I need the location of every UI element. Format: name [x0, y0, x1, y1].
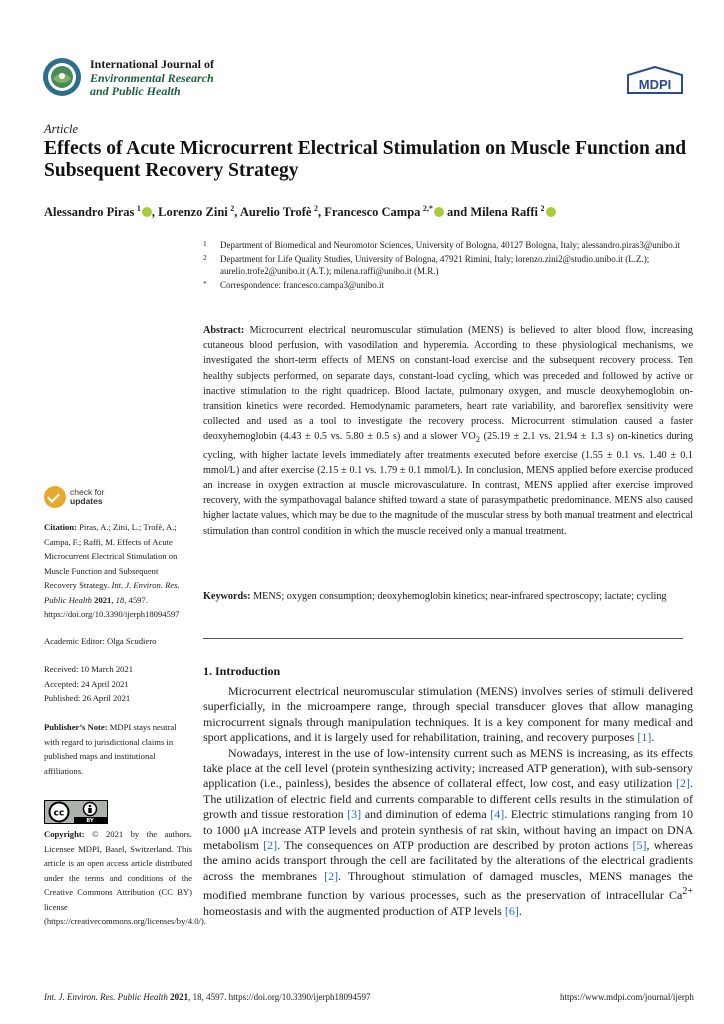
abstract-label: Abstract:: [203, 325, 245, 336]
paragraph-text: . Throughout stimulation of damaged muscles, MENS manages the modified membrane function by various processes, such as the preservation of intracellular Ca: [203, 868, 693, 903]
journal-name-line2: Environmental Research: [90, 70, 214, 85]
citation-link[interactable]: [2]: [263, 838, 278, 853]
abstract: [203, 323, 693, 539]
citation-text: Piras, A.; Zini, L.; Trofè, A.; Campa, F.; Raffi, M. Effects of Acute Microcurrent Electrical Stimulation on Muscle Function and Subsequent Recovery Strategy.: [44, 522, 178, 590]
affiliation: [203, 253, 693, 277]
author-name: Lorenzo Zini: [158, 205, 228, 220]
date-received: Received: 10 March 2021: [44, 664, 134, 674]
citation-label: Citation:: [44, 522, 77, 532]
author-name: Milena Raffi: [470, 205, 539, 220]
affiliation: [203, 239, 693, 251]
citation-link[interactable]: [1]: [637, 730, 652, 745]
copyright-label: Copyright:: [44, 829, 85, 839]
orcid-icon[interactable]: [434, 207, 444, 217]
author-affil: 1: [136, 204, 141, 213]
citation-journal: Int. J. Environ. Res. Public Health: [44, 580, 180, 605]
author-affil: 2: [230, 204, 235, 213]
abstract-subscript: 2: [475, 434, 480, 445]
affiliation-text: Department of Biomedical and Neuromotor Sciences, University of Bologna, 40127 Bologna, Italy; alessandro.piras3@unibo.it: [220, 240, 680, 250]
date-published: Published: 26 April 2021: [44, 693, 131, 703]
citation-link[interactable]: [5]: [632, 838, 647, 853]
citation: Citation: Piras, A.; Zini, L.; Trofè, A.; Campa, F.; Raffi, M. Effects of Acute Microcurrent Electrical Stimulation on Muscle Function and Subsequent Recovery Strategy. Int. J. Environ. Res. Public Health 2021, 18, 4597. https://doi.org/10.3390/ijerph18094597: [44, 522, 180, 619]
introduction-body: [203, 684, 693, 919]
journal-name: [90, 58, 214, 99]
keywords-label: Keywords:: [203, 591, 251, 602]
section-heading-introduction: 1. Introduction: [203, 664, 281, 678]
footer-journal: Int. J. Environ. Res. Public Health: [44, 992, 168, 1002]
author-name: Francesco Campa: [324, 205, 421, 220]
footer-citation: [44, 992, 370, 1002]
paragraph-text: Microcurrent electrical neuromuscular stimulation (MENS) involves series of stimuli delivered superficially, in the microampere range, through special transducer gloves that allow managing microcurrent signals through manipulation techniques. It is a key component for many medical and sport applications, and it is largely used for rehabilitation, training, and recovery purposes: [203, 684, 693, 745]
article-title: Effects of Acute Microcurrent Electrical Stimulation on Muscle Function and Subsequent Recovery Strategy: [44, 138, 687, 181]
keywords-text: MENS; oxygen consumption; deoxyhemoglobin kinetics; near-infrared spectroscopy; lactate; cycling: [253, 591, 667, 602]
journal-logo-icon: [42, 57, 82, 97]
paragraph-text: .: [651, 730, 655, 745]
check-updates-label: check for: [70, 487, 105, 497]
paragraph-text: . The utilization of electric field and currents comparable to different cells results in the stimulation of growth and tissue restoration: [203, 776, 693, 822]
date-accepted: Accepted: 24 April 2021: [44, 678, 129, 689]
orcid-icon[interactable]: [546, 207, 556, 217]
journal-name-line3: and Public Health: [90, 84, 181, 98]
cc-by-license-icon[interactable]: [44, 800, 108, 824]
orcid-icon[interactable]: [142, 207, 152, 217]
citation-link[interactable]: [3]: [347, 807, 362, 822]
check-updates-icon: [44, 486, 66, 508]
article-type: Article: [44, 122, 79, 136]
affiliations: [203, 239, 693, 293]
citation-link[interactable]: [2]: [676, 776, 690, 791]
footer-journal-url[interactable]: https://www.mdpi.com/journal/ijerph: [560, 992, 694, 1002]
affiliation-mark: 2: [203, 253, 207, 262]
copyright-text: © 2021 by the authors. Licensee MDPI, Basel, Switzerland. This article is an open access article distributed under the terms and conditions of the Creative Commons Attribution (CC BY) license (https://creativecommons.org/licenses/by/4.0/).: [44, 829, 206, 926]
cc-by-text: BY: [86, 818, 94, 824]
affiliation-mark: 1: [203, 239, 207, 248]
paragraph-text: and diminution of edema: [361, 807, 491, 822]
publisher-note: [44, 720, 192, 778]
correspondence: [203, 279, 693, 291]
check-updates-label-bold: updates: [70, 496, 103, 506]
citation-link[interactable]: [4]: [490, 807, 505, 822]
mdpi-logo-text: MDPI: [638, 77, 672, 92]
affiliation-text: Correspondence: francesco.campa3@unibo.it: [220, 280, 384, 290]
author-list: Alessandro Piras $^1$ , Lorenzo Zini $^2$, Aurelio Trofè $^2$, Francesco Campa $^{2,*}$ and Milena Raffi $^2$: [44, 204, 556, 220]
mdpi-logo-icon: [626, 66, 684, 94]
check-for-updates-button[interactable]: [44, 486, 154, 512]
author-and: and: [447, 205, 468, 220]
publisher-note-label: Publisher’s Note:: [44, 722, 108, 732]
author-affil: 2,*: [422, 204, 433, 213]
cc-badge-text: cc: [53, 808, 65, 819]
section-divider: [203, 638, 683, 639]
publication-dates: [44, 662, 192, 706]
citation-link[interactable]: [2]: [324, 868, 339, 883]
affiliation-text: Department for Life Quality Studies, University of Bologna, 47921 Rimini, Italy; lorenzo.zini2@studio.unibo.it (L.Z.); aurelio.trofe2@unibo.it (A.T.); milena.raffi@unibo.it (M.R.): [220, 254, 650, 276]
abstract-text-cont: (25.19 ± 2.1 vs. 21.94 ± 1.3 s) on-kinetics during cycling, with higher lactate levels immediately after treatments executed before exercise (1.55 ± 0.1 vs. 1.40 ± 0.1 mmol/L) and after exercise (2.15 ± 0.1 vs. 1.79 ± 0.1 mmol/L). In conclusion, MENS applied before exercise produced an increase in oxygen extraction at muscle microvasculature. In contrast, MENS applied after exercise improved recovery, with the sympathovagal balance shifted toward a state of parasympathetic predominance. MENS also caused higher lactate values, which may be due to the magnitude of the muscular stress by both manual treatment and electrical stimulation than control condition in which the muscle received only a manual treatment.: [203, 431, 693, 537]
paragraph-text: Nowadays, interest in the use of low-intensity current such as MENS is increasing, as its effects take place at the cell level (protein synthesizing activity; increased ATP generation), with sub-sensory application (i.e., painless), besides the absence of collateral effect, low cost, and easy utilization: [203, 745, 693, 791]
paragraph-text: . Electric stimulations ranging from 10 to 1000 μA increase ATP levels and protein synthesis of rat skin, without having an impact on DNA metabolism: [203, 807, 693, 853]
academic-editor: Academic Editor: Olga Scudiero: [44, 636, 157, 646]
paragraph-text: .: [518, 903, 522, 918]
paragraph-text: , whereas the amino acids transport through the cell are facilitated by the alterations of the electrical gradients across the membranes: [203, 838, 693, 883]
paragraph-text: . The consequences on ATP production are described by proton actions: [277, 838, 633, 853]
citation-year: 2021: [94, 594, 112, 605]
citation-volume: 18: [115, 594, 125, 605]
author-affil: 2: [540, 204, 545, 213]
citation-link[interactable]: [6]: [504, 903, 519, 918]
superscript: 2+: [682, 886, 693, 898]
keywords: [203, 589, 693, 604]
paragraph: [203, 684, 693, 746]
publisher-note-text: MDPI stays neutral with regard to jurisdictional claims in published maps and institutional affiliations.: [44, 722, 177, 776]
journal-name-line1: International Journal of: [90, 57, 215, 71]
footer-doi[interactable]: , 18, 4597. https://doi.org/10.3390/ijerph18094597: [188, 992, 371, 1002]
copyright: [44, 827, 206, 929]
footer-year: 2021: [170, 992, 189, 1002]
affiliation-mark: *: [203, 279, 207, 288]
citation-doi-link[interactable]: , 4597. https://doi.org/10.3390/ijerph18094597: [44, 594, 180, 619]
author-affil: 2: [313, 204, 318, 213]
paragraph: [203, 746, 693, 919]
author-name: Alessandro Piras: [44, 205, 135, 220]
paragraph-text: homeostasis and with the augmented production of ATP levels: [203, 903, 505, 918]
abstract-text: Microcurrent electrical neuromuscular stimulation (MENS) is believed to alter blood flow, increasing cutaneous blood perfusion, with vasodilation and hyperemia. According to these physiological mechanisms, we investigated the short-term effects of MENS on constant-load exercise and the subsequent recovery process. Ten healthy subjects performed, on separate days, constant-load cycling, which was preceded and followed by active or inactive stimulation to the right quadricep. Blood lactate, pulmonary oxygen, and muscle deoxyhemoglobin on-transition kinetics were recorded. Hemodynamic parameters, heart rate variability, and baroreflex sensitivity were collected and used as a tool to investigate the recovery process. Microcurrent stimulation caused a faster deoxyhemoglobin (4.43 ± 0.5 vs. 5.80 ± 0.5 s) and a slower VO: [203, 325, 693, 443]
author-name: Aurelio Trofè: [239, 205, 312, 220]
